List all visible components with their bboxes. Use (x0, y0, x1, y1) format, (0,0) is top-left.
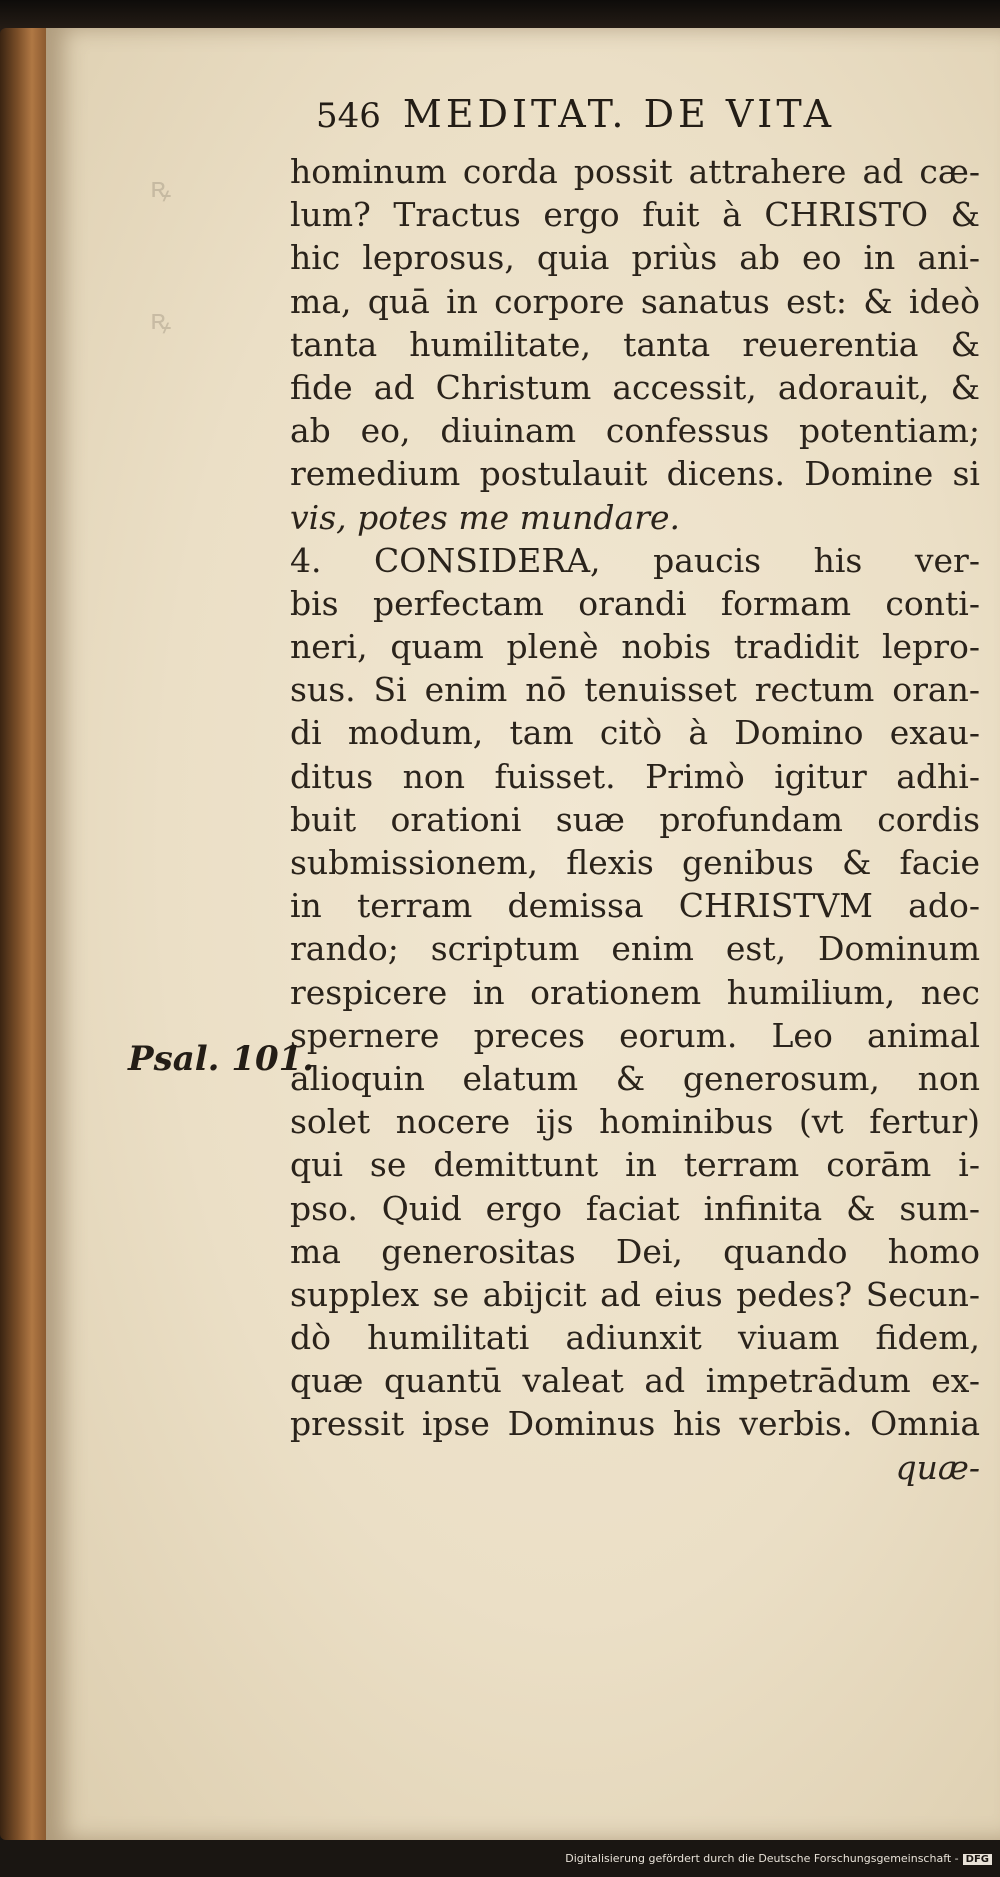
text-line: neri, quam plenè nobis tradidit lepro- (290, 627, 980, 667)
text-line: quæ quantū valeat ad impetrādum ex- (290, 1361, 980, 1401)
text-line: buit orationi suæ profundam cordis (290, 799, 980, 839)
dfg-logo: DFG (963, 1854, 992, 1865)
show-through-mark: ꝶ (150, 303, 172, 336)
text-line: rando; scriptum enim est, Dominum (290, 929, 980, 969)
text-line: hominum corda possit attrahere ad cæ- (290, 152, 980, 191)
text-line: ditus non fuisset. Primò igitur adhi- (290, 756, 980, 796)
text-line: pso. Quid ergo faciat infinita & sum- (290, 1188, 980, 1228)
text-line: remedium postulauit dicens. Domine si (290, 454, 980, 494)
running-header (316, 92, 976, 136)
credit-text: Digitalisierung gefördert durch die Deutsche Forschungsgemeinschaft - (565, 1852, 959, 1865)
text-line: vis, potes me mundare. (290, 497, 681, 537)
text-line: in terram demissa CHRISTVM ado- (290, 886, 980, 926)
text-line: submissionem, flexis genibus & facie (290, 843, 980, 882)
text-line: solet nocere ijs hominibus (vt fertur) (290, 1102, 980, 1142)
text-line: dò humilitati adiunxit viuam fidem, (290, 1318, 980, 1358)
text-line: supplex se abijcit ad eius pedes? Secun- (290, 1274, 980, 1314)
text-line: pressit ipse Dominus his verbis. Omnia (290, 1404, 980, 1444)
text-line: di modum, tam citò à Domino exau- (290, 713, 980, 753)
text-line: respicere in orationem humilium, nec (290, 972, 980, 1012)
show-through-mark: ꝶ (150, 171, 332, 204)
text-line: fide ad Christum accessit, adorauit, & (290, 367, 980, 407)
text-line: qui se demittunt in terram corām i- (290, 1145, 980, 1185)
text-line: spernere preces eorum. Leo animal (290, 1015, 980, 1055)
text-line: tanta humilitate, tanta reuerentia & (290, 324, 980, 364)
page-number: 546 (316, 96, 381, 136)
catchword: quæ- (895, 1447, 980, 1487)
marginal-note: Psal. 101. (128, 1039, 315, 1079)
text-line: ab eo, diuinam confessus potentiam; (290, 411, 980, 451)
text-line: hic leprosus, quia priùs ab eo in ani- (290, 238, 980, 278)
text-line: sus. Si enim nō tenuisset rectum oran- (290, 670, 980, 710)
digitization-credit (565, 1852, 992, 1865)
text-line: bis perfectam orandi formam conti- (290, 583, 980, 623)
text-line: alioquin elatum & generosum, non (290, 1058, 980, 1098)
running-head-title: MEDITAT. DE VITA (402, 92, 836, 136)
text-line: ma generositas Dei, quando homo (290, 1231, 980, 1271)
text-line: 4. CONSIDERA, paucis his ver- (290, 540, 980, 580)
text-line: lum? Tractus ergo fuit à CHRISTO & (290, 195, 980, 235)
body-text (290, 150, 980, 1489)
text-line: ma, quā in corpore sanatus est: & ideò (290, 281, 980, 321)
